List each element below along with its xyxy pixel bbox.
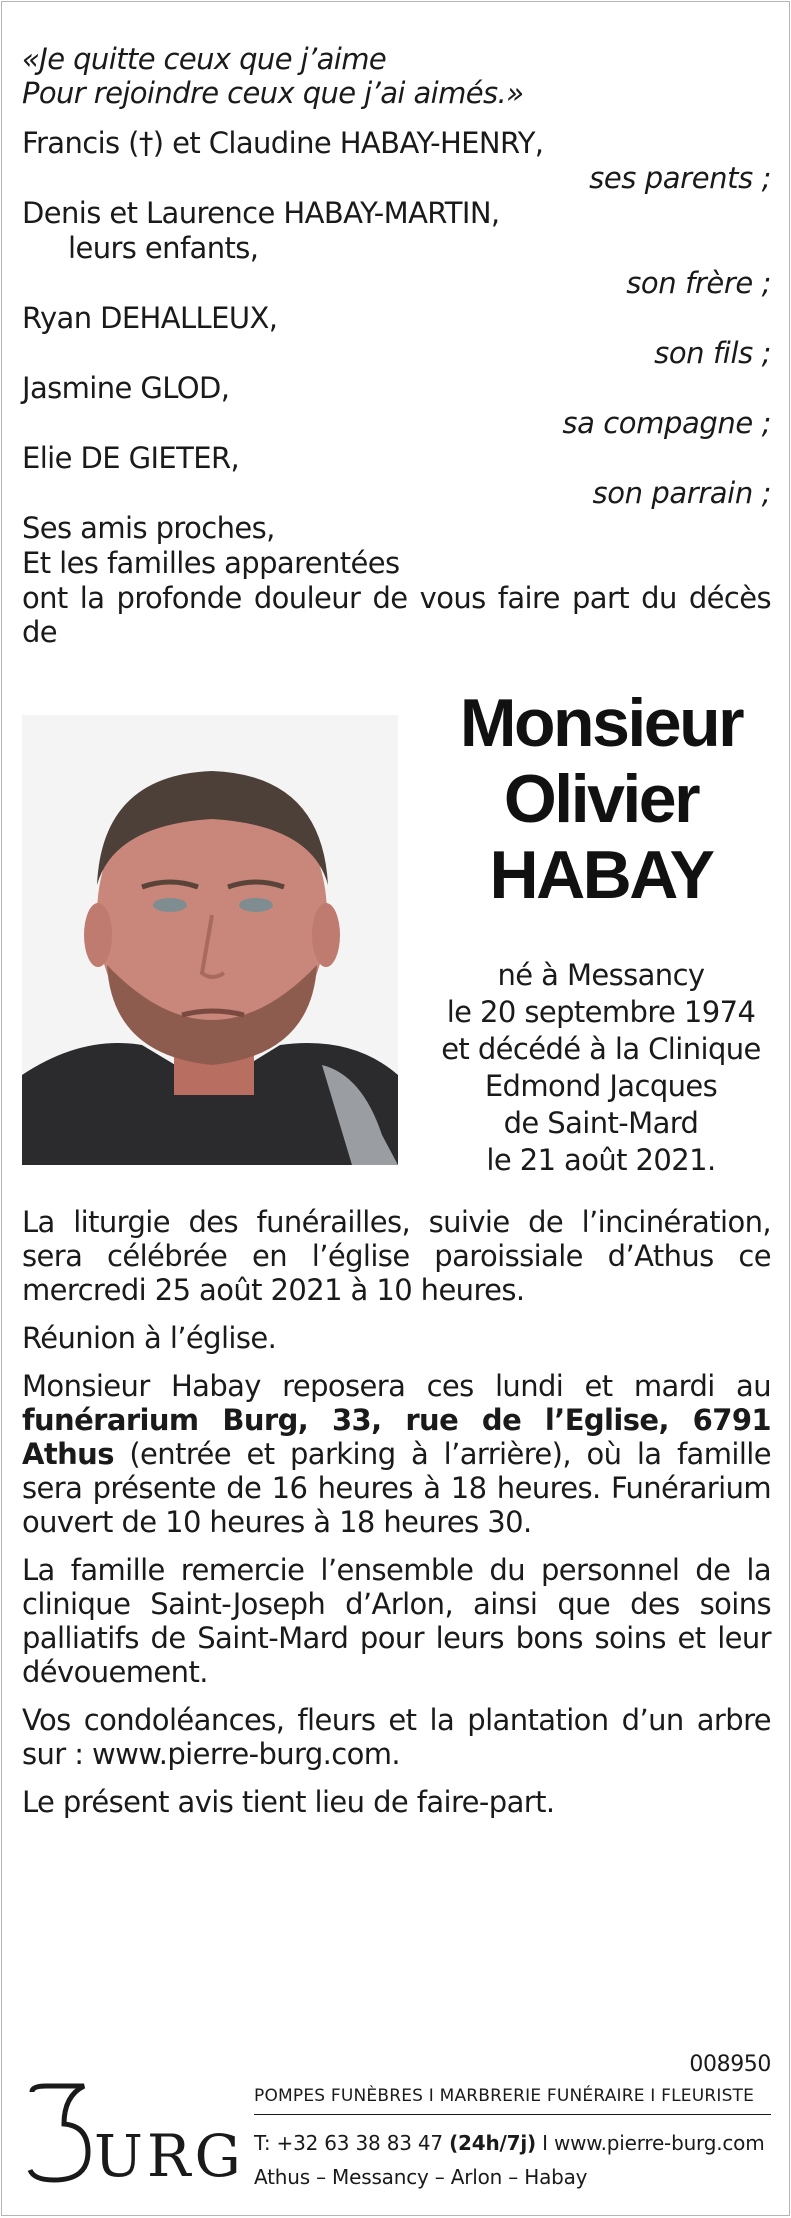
towns-line: Athus – Messancy – Arlon – Habay: [254, 2165, 588, 2189]
ad-code: 008950: [689, 2052, 771, 2077]
services-line: POMPES FUNÈBRES I MARBRERIE FUNÉRAIRE I FLEURISTE: [254, 2086, 771, 2115]
liturgy-paragraph: La liturgie des funérailles, suivie de l’incinération, sera célébrée en l’église paroissiale d’Athus ce mercredi 25 août 2021 à 10 heures.: [22, 1205, 771, 1307]
notice-content: [22, 42, 771, 1819]
obituary-notice: [1, 1, 790, 2216]
rest-after: (entrée et parking à l’arrière), où la famille sera présente de 16 heures à 18 heures. Funérarium ouvert de 10 heures à 18 heures 30.: [22, 1437, 771, 1539]
deceased-dates: [431, 957, 771, 1179]
relatives-line: Et les familles apparentées: [22, 546, 400, 580]
svg-text:URG: URG: [94, 2122, 245, 2190]
death-place-3: de Saint-Mard: [503, 1106, 699, 1140]
quote-line-2: Pour rejoindre ceux que j’ai aimés.»: [22, 76, 524, 110]
family-role-parents: ses parents ;: [589, 161, 771, 195]
quote-line-1: «Je quitte ceux que j’aime: [22, 42, 387, 76]
deceased-last-name: HABAY: [489, 837, 713, 913]
deceased-section: [22, 675, 771, 1195]
death-place-1: et décédé à la Clinique: [441, 1032, 761, 1066]
phone-hours: (24h/7j): [449, 2131, 536, 2155]
notice-paragraph: Le présent avis tient lieu de faire-part.: [22, 1785, 555, 1819]
family-name-brother: Denis et Laurence HABAY-MARTIN,: [22, 196, 500, 230]
reunion-paragraph: Réunion à l’église.: [22, 1321, 277, 1355]
family-name-partner: Jasmine GLOD,: [22, 371, 230, 405]
family-list: [22, 126, 771, 649]
deceased-name-block: [431, 685, 771, 1179]
funeral-home-info: [254, 2086, 771, 2189]
burg-logo: [24, 2084, 245, 2190]
death-place-2: Edmond Jacques: [484, 1069, 718, 1103]
deceased-first-name: Olivier: [503, 761, 699, 837]
family-name-son: Ryan DEHALLEUX,: [22, 301, 278, 335]
family-role-brother: son frère ;: [626, 266, 771, 300]
birth-date: le 20 septembre 1974: [446, 995, 756, 1029]
opening-quote: [22, 42, 771, 110]
announce-line: ont la profonde douleur de vous faire part du décès de: [22, 581, 771, 649]
condolences-paragraph: Vos condoléances, fleurs et la plantation d’un arbre sur : www.pierre-burg.com.: [22, 1703, 771, 1771]
rest-paragraph: [22, 1369, 771, 1539]
family-role-son: son fils ;: [654, 336, 771, 370]
thanks-paragraph: La famille remercie l’ensemble du personnel de la clinique Saint-Joseph d’Arlon, ainsi que des soins palliatifs de Saint-Mard pour leurs bons soins et leur dévouement.: [22, 1553, 771, 1689]
contact-line: [254, 2131, 771, 2155]
family-name-parents: Francis (†) et Claudine HABAY-HENRY,: [22, 126, 544, 160]
family-sub-children: leurs enfants,: [68, 231, 259, 265]
website-link[interactable]: I www.pierre-burg.com: [535, 2131, 765, 2155]
rest-before: Monsieur Habay reposera ces lundi et mardi au: [22, 1369, 771, 1403]
family-role-partner: sa compagne ;: [562, 406, 771, 440]
birth-place: né à Messancy: [497, 958, 705, 992]
rest-funerarium-address: funérarium Burg, 33, rue de l’Eglise, 6791 Athus: [22, 1403, 771, 1471]
family-name-godfather: Elie DE GIETER,: [22, 441, 240, 475]
phone-number: T: +32 63 38 83 47: [254, 2131, 450, 2155]
friends-line: Ses amis proches,: [22, 511, 275, 545]
burg-logo-mark: [24, 2084, 245, 2190]
death-date: le 21 août 2021.: [486, 1143, 716, 1177]
deceased-portrait: [22, 715, 398, 1165]
family-role-godfather: son parrain ;: [592, 476, 771, 510]
deceased-title: Monsieur: [459, 685, 743, 761]
